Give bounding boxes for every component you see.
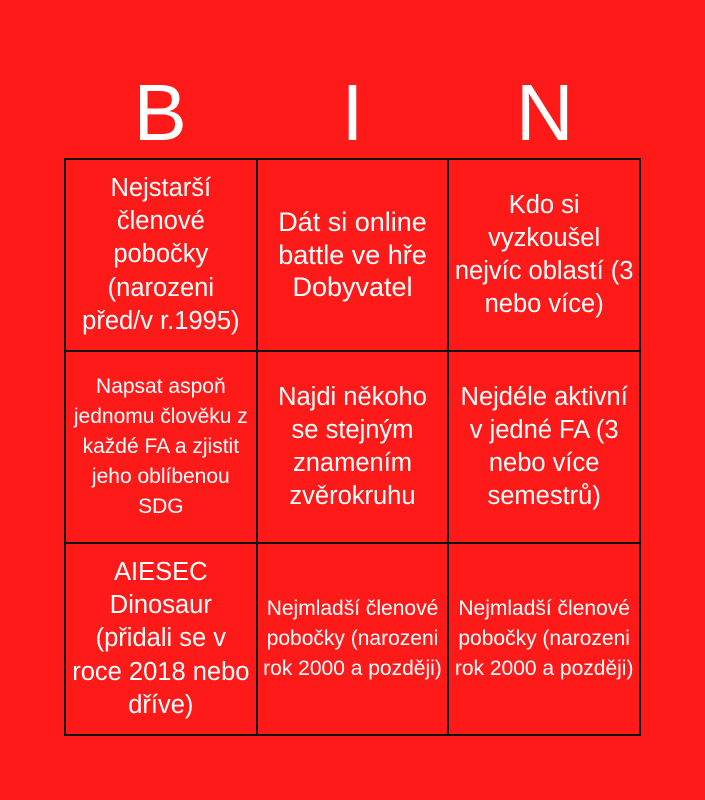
bingo-header bbox=[64, 70, 641, 156]
bingo-cell-text: Nejstarší členové pobočky (narozeni před/v r.1995) bbox=[82, 174, 240, 335]
bingo-cell-text: Napsat aspoň jednomu člověku z každé FA a zjistit jeho oblíbenou SDG bbox=[73, 374, 248, 519]
bingo-cell-text: Nejdéle aktivní v jedné FA (3 nebo více semestrů) bbox=[460, 382, 628, 511]
header-letter-b: B bbox=[133, 68, 187, 157]
bingo-cell-text: Dát si online battle ve hře Dobyvatel bbox=[278, 206, 427, 303]
bingo-cell-r1c2[interactable] bbox=[258, 160, 450, 352]
bingo-cell-text: AIESEC Dinosaur (přidali se v roce 2018 nebo dříve) bbox=[72, 558, 250, 719]
bingo-cell-r3c2[interactable] bbox=[258, 544, 450, 736]
header-letter-i: I bbox=[341, 68, 364, 157]
bingo-cell-r3c1[interactable] bbox=[66, 544, 258, 736]
bingo-cell-text: Nejmladší členové pobočky (narozeni rok 2000 a později) bbox=[263, 596, 442, 680]
bingo-cell-r3c3[interactable] bbox=[449, 544, 641, 736]
bingo-cell-text: Nejmladší členové pobočky (narozeni rok 2000 a později) bbox=[454, 596, 634, 680]
bingo-cell-r2c1[interactable] bbox=[66, 352, 258, 544]
header-letter-n: N bbox=[515, 68, 574, 157]
bingo-cell-text: Najdi někoho se stejným znamením zvěrokruhu bbox=[278, 382, 427, 511]
bingo-cell-r2c2[interactable] bbox=[258, 352, 450, 544]
bingo-cell-r2c3[interactable] bbox=[449, 352, 641, 544]
bingo-cell-r1c1[interactable] bbox=[66, 160, 258, 352]
bingo-cell-text: Kdo si vyzkoušel nejvíc oblastí (3 nebo více) bbox=[454, 190, 634, 319]
bingo-cell-r1c3[interactable] bbox=[449, 160, 641, 352]
bingo-grid bbox=[64, 158, 641, 736]
